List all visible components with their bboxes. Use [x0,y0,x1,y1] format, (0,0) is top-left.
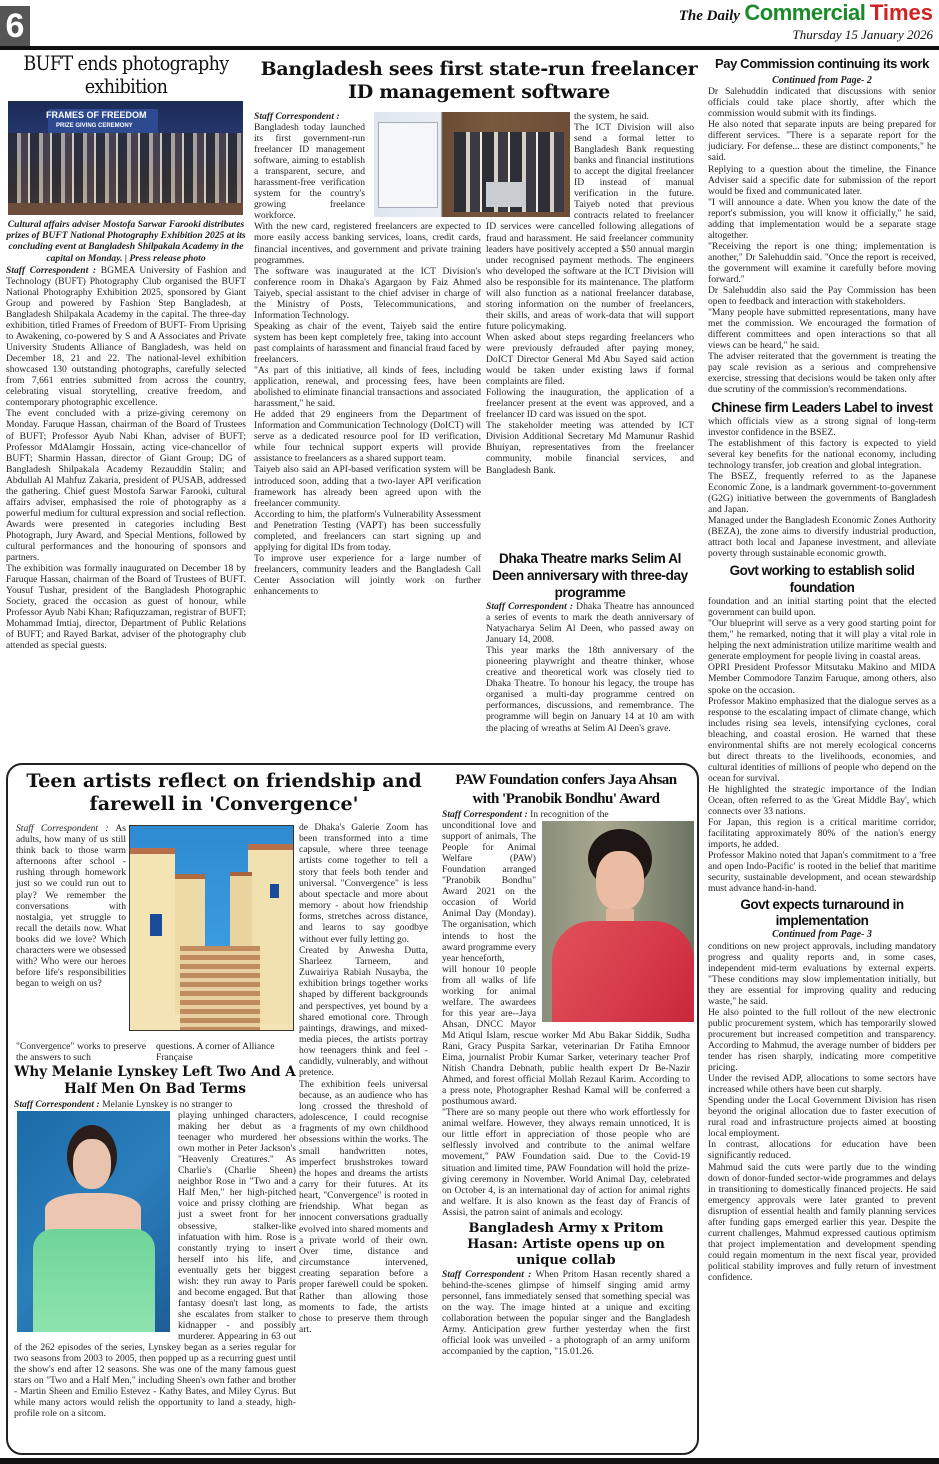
article-melanie [14,1064,296,1419]
convergence-col2 [299,822,428,1335]
headline: PAW Foundation confers Jaya Ahsan with 'Pranobik Bondhu' Award [455,772,677,807]
article-dhaka-theatre [486,550,694,734]
paragraph: Taiyeb also said an API-based verification system will be introduced soon, adding that a two-layer API verification framework has already been agreed upon with the freelancer community. [254,464,481,509]
painting-alley [129,825,294,1031]
byline: Staff Correspondent : [442,809,528,820]
paragraph: Speaking as chair of the event, Taiyeb said the entire system has been kept completely free, taking into account past complaints of harassment and financial fraud faced by freelancers. [254,320,481,365]
paragraph: Awards were presented in categories including Best Photograph, Jury Award, and Special Mentions, followed by cultural performances and the honouring of sponsors and partners. [6,518,246,564]
paragraph: conditions on new project approvals, including mandatory progress and quality reports and, in some cases, independent mid-term evaluations by external experts. "These conditions may slow implementation initially, but they are essential for improving quality and reducing waste," he said. [708,940,936,1007]
paragraph: Under the revised ADP, allocations to some sectors have increased while others have been cut sharply. [708,1073,936,1096]
photo-caption: Cultural affairs adviser Mostofa Sarwar Farooki distributes prizes of BUFT National Photography Exhibition 2025 at its concluding event at Bangladesh Shilpakala Academy in the capital on Monday. | Press release photo [6,219,246,264]
masthead-times: Times [869,0,933,25]
continued-label: Continued from Page- 3 [772,929,872,941]
headline-chinese-firm: Chinese firm Leaders Label to invest [711,399,933,415]
paragraph: This year marks the 18th anniversary of the pioneering playwright and theatre thinker, whose creative and theoretical work was closely tied to Dhaka Theatre. To honour his legacy, the troupe has organised a multi-day programme centred on performances, discussions, and remembrance. The programme will begin on January 14 at 10 am with the placing of wreaths at Selim Al Deen's grave. [486,645,694,734]
paragraph: "Receiving the report is one thing; implementation is another," Dr Salehuddin said. "Once the report is received, the government will examine it carefully before moving forward." [708,240,936,285]
photo-jaya-ahsan [542,821,694,1022]
right-column [708,55,936,1283]
paragraph: Created by Anwesha Dutta, Sharleez Tarneem, and Zuwairiya Rabiah Nusayba, the exhibition brings together works shaped by different backgrounds and perspectives, yet bound by a shared emotional core. Through paintings, drawings, and mixed-media pieces, the artists portray how teenagers think and feel - candidly, vulnerably, and without pretence. [299,944,428,1079]
paragraph: The exhibition feels universal because, as an audience who has long crossed the threshold of adolescence, I could recognise fragments of my own childhood obsessions within the works. The small handwritten notes, imperfect brushstrokes toward the hopes and dreams the artists carry for their futures. At its heart, "Convergence" is rooted in friendship. What began as innocent conversations gradually evolved into shared moments and a private world of their own. Over time, distance and circumstance intervened, creating separation before a proper farewell could be spoken. Rather than allowing those moments to fade, the artists chose to preserve them through art. [299,1078,428,1336]
paragraph: foundation and an initial starting point that the elected government can build upon. [708,596,936,619]
paragraph: In recognition of the [530,809,609,820]
headline: Why Melanie Lynskey Left Two And A Half Men On Bad Terms [14,1064,296,1097]
paragraph: "Our blueprint will serve as a very good starting point for them," he remarked, noting that it will play a vital role in helping the next administration utilize maritime wealth and generate employment for people living in coastal areas. [708,618,936,663]
paragraph: He highlighted the strategic importance of the Indian Ocean, often referred to as the 'Great Middle Bay', which connects over 33 nations. [708,783,936,818]
headline-pay-commission: Pay Commission continuing its work [715,56,929,71]
paragraph: The BSEZ, frequently referred to as the Japanese Economic Zone, is a landmark government-to-government (G2G) initiative between the governments of Bangladesh and Japan. [708,470,936,515]
byline: Staff Correspondent : [486,601,574,612]
paragraph: When asked about steps regarding freelancers who were previously defrauded after paying money, DoICT Director General Md Abu Sayed said action would be taken under existing laws if formal complaints are filed. [486,331,694,388]
paragraph: With the new card, registered freelancers are expected to more easily access banking services, loans, credit cards, financial incentives, and government and private training programmes. [254,221,481,266]
article-paw [442,771,690,1357]
header-rule [0,46,939,50]
byline: Staff Correspondent : [6,264,97,276]
paragraph: Dr Salehuddin also said the Pay Commission has been open to feedback and interaction with stakeholders. [708,285,936,308]
paragraph: unconditional love and support of animals, The People for Animal Welfare (PAW) Foundation arranged "Pranobik Bondhu" Award 2021 on the occasion of World Animal Day (Monday). The organisation, which intends to host the award programme every year henceforth, [442,820,536,964]
headline-govt-foundation: Govt working to establish solid foundation [729,563,915,596]
photo-prize-giving [8,101,243,215]
paragraph: The establishment of this factory is expected to yield several key benefits for the national economy, including technology transfer, job creation and global integration. [708,437,936,471]
paragraph: Professor Makino noted that Japan's commitment to a 'free and open Indo-Pacific' is rooted in the belief that maritime security, sustainable development, and ocean stewardship must advance hand-in-hand. [708,850,936,895]
freelancer-col2 [486,111,694,576]
byline: Staff Correspondent : [16,823,109,834]
paragraph: "As part of this initiative, all kinds of fees, including application, renewal, and processing fees, have been abolished to eliminate financial transactions and associated harassment," he said. [254,365,481,410]
paragraph: will honour 10 people from all walks of life working for animal welfare. The awardees for this year are--Jaya Ahsan, DNCC Mayor Md Atiqul Islam, rescue worker Md Abu Bakar Siddik, Sudha Rani, Gracy Puspita Sarkar, veterinarian Dr Fatiha Emnoor Eima, journalist Probir Kumar Sarker, veterinary teacher Prof Nitish Chandra Debnath, public health expert Dr Be-Nazir Ahmed, and forest official Mollah Rezaul Karim. According to a press note, Photographer Reshad Kamal will be conferred a posthumous award. [442,963,690,1108]
photo-banner-sub: PRIZE GIVING CEREMONY [56,123,133,129]
paragraph: He also noted that separate inputs are being prepared for different services. "There is a separate report for the judiciary. For defense... these are distinct components," he said. [708,119,936,164]
article-buft [6,52,246,651]
paragraph: "Many people have submitted representations, many have met the commission. We encouraged the formation of different committees and open interactions so that all views can be heard," he said. [708,307,936,352]
convergence-intro [16,823,126,989]
masthead-title [679,0,933,26]
paragraph: Replying to a question about the timeline, the Finance Adviser said a specific date for submission of the report would be fixed and communicated later. [708,163,936,197]
article-freelancer [254,58,704,104]
freelancer-intro-wrap [254,111,369,122]
freelancer-col1 [254,122,481,762]
paragraph: He added that 29 engineers from the Department of Information and Communication Technology (DoICT) will serve as a dedicated resource pool for ID verification, while four technical support experts will provide assistance to freelancers as a shared support team. [254,409,481,465]
paragraph: The event concluded with a prize-giving ceremony on Monday. Faruque Hassan, chairman of the Board of Trustees of BUFT; Professor Ayub Nabi Khan, adviser of BUFT; Professor MdAlamgir Hossain, acting vice-chancellor of BUFT; Sharmin Hassan, director of Giant Group; DG of Bangladesh Shilpakala Academy Rezauddin Stalin; and Abdullah Al Mahfuz Zakaria, president of PUSAB, addressed the gathering. Chief guest Mostofa Sarwar Farooki, cultural affairs adviser, emphasised the role of photography as a powerful medium for cultural expression and social reflection. [6,408,246,519]
paragraph: The ICT Division will also send a formal letter to Bangladesh Bank requesting banks and financial institutions to accept the digital freelancer ID instead of manual verification in the future. Taiyeb noted that previous contracts related to freelancer ID services were cancelled following allegations of fraud and harassment. He said freelancer community leaders have positively accepted a $50 annual margin under recognised payment methods. The engineers who developed the software at the ICT Division will also be responsible for its maintenance. The platform will also function as a national freelancer database, storing information on the number of freelancers, their skills, and areas of work-data that will support future policymaking. [486,122,694,332]
paragraph: To improve user experience for a large number of freelancers, community leaders and the Bangladesh Call Center Association will jointly work on further enhancements to [254,552,481,597]
paragraph: The adviser reiterated that the government is treating the pay scale revision as a serious and comprehensive exercise, stressing that decisions would be taken only after due scrutiny of the commission's recommendations. [708,351,936,396]
byline: Staff Correspondent : [442,1268,532,1280]
headline-govt-turnaround: Govt expects turnaround in implementation [740,897,904,929]
headline-army: Bangladesh Army x Pritom Hasan: Artiste opens up on unique collab [467,1220,665,1268]
paragraph: When Pritom Hasan recently shared a behind-the-scenes glimpse of himself singing amid army personnel, fans immediately sensed that something special was on the way. The image hinted at a unique and exciting collaboration between the popular singer and the Bangladesh Army. Anticipation grew further yesterday when the first official look was unveiled - a photograph of an army uniform accompanied by the caption, "15.01.26. [442,1268,690,1358]
paragraph: He also pointed to the full rollout of the new electronic public procurement system, which has temporarily slowed procurement but increased competition and transparency. According to Mahmud, the average number of bidders per tender has risen sharply, indicating more competitive pricing. [708,1006,936,1074]
paragraph: the system, he said. [574,111,649,122]
paragraph: Mahmud said the cuts were partly due to the winding down of donor-funded sector-wide programmes and delays in transitioning to domestically financed projects. He said emergency approvals were later granted to prevent disruption of essential health and family planning services after funding gaps emerged earlier this year. Despite the current challenges, Mahmud expressed cautious optimism that project implementation and development spending could regain momentum in the next fiscal year, provided political stability improves and fully return of investment confidence. [708,1161,936,1283]
headline: Teen artists reflect on friendship and farewell in 'Convergence' [26,770,422,815]
article-convergence [14,770,434,816]
paragraph: playing unhinged characters, making her debut as a teenager who murdered her own mother in Peter Jackson's "Heavenly Creatures." As Charlie's (Charlie Sheen) neighbor Rose in "Two and a Half Men," her high-pitched voice and prissy clothing are just a sweet front for her obsessive, stalker-like infatuation with him. Rose is constantly trying to insert herself into his life, and eventually gets her biggest wish: they run away to Paris and become engaged. But that fantasy doesn't last long, as she escalates from stalker to kidnapper - and possibly murderer. Appearing in 63 out of the 262 episodes of the series, Lynskey began as a series regular for two seasons from 2003 to 2005, then popped up as a recurring guest until the show's end after 12 seasons. She was one of the many famous guest stars on "Two and a Half Men," including Sheen's own father and brother - Martin Sheen and Emilio Estevez - Kathy Bates, and Miley Cyrus. But while many actors would relish the opportunity to land a steady, high-profile role on a sitcom. [14,1110,296,1420]
convergence-continued-left: "Convergence" works to preserve the answers to such [16,1041,146,1064]
paragraph: As adults, how many of us still think back to those warm afternoons after school - rushing through homework just so we could run out to play? We remember the conversations with nostalgia, yet struggle to recall the details now. What books did we love? Which characters were we obsessed with? Who were our heroes before life's responsibilities began to weigh on us? [16,823,127,990]
page-number-badge: 6 [0,6,30,46]
paragraph: For Japan, this region is a critical maritime corridor, facilitating approximately 80% of the nation's energy imports, he added. [708,817,936,851]
paragraph: BGMEA University of Fashion and Technology (BUFT) Photography Club organised the BUFT National Photography Exhibition 2025, sponsored by Giant Group and powered by Fashion Step Bangladesh, at Bangladesh Shilpakala Academy in the capital. The three-day exhibition, titled Frames of Freedom of BUFT- From Uprising to Awakening, co-powered by S and A Associates and Private University Students Alliance of Bangladesh, was held on December 18, 21 and 22. The national-level exhibition showcased 130 outstanding photographs, carefully selected from 7,661 entries submitted from across the country, celebrating visual storytelling, creative freedom, and contemporary photographic excellence. [6,264,246,409]
paragraph: Dhaka Theatre has announced a series of events to mark the death anniversary of Natyacharya Selim Al Deen, who passed away on January 14, 2008. [486,601,694,646]
paragraph: In contrast, allocations for education have been significantly reduced. [708,1139,936,1162]
masthead-daily: The Daily [678,8,740,24]
continued-label: Continued from Page- 2 [772,75,872,86]
paragraph: Professor Makino emphasized that the dialogue serves as a response to the escalating impact of climate change, which includes rising sea levels, intensifying cyclones, coral bleaching, and coastal erosion. He warned that these environmental shifts are not merely ecological concerns but direct threats to the livelihoods, economies, and cultural identities of millions of people who depend on the ocean for survival. [708,695,936,784]
byline: Staff Correspondent : [14,1099,100,1110]
paragraph: Following the inauguration, the application of a freelancer present at the event was approved, and a freelancer ID card was issued on the spot. [486,387,694,421]
headline: Dhaka Theatre marks Selim Al Deen anniversary with three-day programme [492,551,688,600]
paragraph: The exhibition was formally inaugurated on December 18 by Faruque Hassan, chairman of the Board of Trustees of BUFT. Yousuf Tushar, president of the Bangladesh Photographic Society, graced the occasion as guest of honour, while Professor Ayub Nabi Khan; Rafiquzzaman, registrar of BUFT; Mohammad Imtiaj, director, Department of Public Relations of BUFT; and Rayed Barkat, adviser of the photography club attended as special guests. [6,563,246,652]
photo-melanie-lynskey [17,1111,170,1332]
convergence-continued-right: questions. A corner of Alliance Française [156,1041,275,1064]
paragraph: Dr Salehuddin indicated that discussions with senior officials could take place shortly, after which the commission would submit with its findings. [708,86,936,120]
byline: Staff Correspondent : [254,111,340,122]
paragraph: The software was inaugurated at the ICT Division's conference room in Dhaka's Agargaon by Faiz Ahmed Taiyeb, special assistant to the chief adviser in charge of the Ministry of Posts, Telecommunications, and Information Technology. [254,265,481,321]
paragraph: de Dhaka's Galerie Zoom has been transformed into a time capsule, where three teenage artists come together to tell a story that feels both tender and universal. "Convergence" is less about spectacle and more about memory - about how friendship forms, stretches across distance, and learns to say goodbye without ever fully letting go. [299,822,428,945]
paragraph: Melanie Lynskey is no stranger to [102,1099,233,1110]
paragraph: The stakeholder meeting was attended by ICT Division Additional Secretary Md Mamunur Rashid Bhuiyan, representatives from the freelancer community, mobile financial services, and Bangladesh Bank. [486,420,694,476]
paragraph: which officials view as a strong signal of long-term investor confidence in the BSEZ. [708,415,936,438]
headline: BUFT ends photography exhibition [23,52,229,98]
footer-rule [0,1458,939,1464]
paragraph: "There are so many people out there who work effortlessly for animal welfare. However, they always remain unnoticed, It is our little effort in appreciation of those people who are selflessly involved and contribute to the animal welfare movement," PAW Foundation said. Due to the Covid-19 situation and limited time, PAW Foundation will hold the prize-giving ceremony in November. World Animal Day, celebrated on October 4, is an international day of action for animal rights and welfare. It is also known as the feast day of Francis of Assisi, the patron saint of animals and ecology. [442,1107,690,1218]
photo-banner-text: FRAMES OF FREEDOM [46,110,147,120]
headline: Bangladesh sees first state-run freelancer ID management software [260,58,698,103]
masthead-commercial: Commercial [744,0,866,25]
masthead [679,0,933,43]
paragraph: Managed under the Bangladesh Economic Zones Authority (BEZA), the zone aims to diversify industrial production, attract both local and Japanese investment, and alleviate poverty through sustainable economic growth. [708,514,936,560]
paragraph: Bangladesh today launched its first government-run freelancer ID management software, aiming to establish a transparent, secure, and harassment-free verification system for the country's growing freelance workforce. [254,122,365,222]
paragraph: Spending under the Local Government Division has risen beyond the original allocation due to faster execution of rural road and infrastructure projects aimed at boosting local employment. [708,1095,936,1140]
paragraph: According to him, the platform's Vulnerability Assessment and Penetration Testing (VAPT) has been successfully completed, and freelancers can start signing up and applying for digital IDs from today. [254,508,481,553]
paragraph: OPRI President Professor Mitsutaku Makino and MIDA Member Commodore Tanzim Faruque, among others, also spoke on the occasion. [708,662,936,696]
issue-date: Thursday 15 January 2026 [792,27,933,42]
paragraph: "I will announce a date. When you know the date of the report's submission, you will know it officially," he said, adding that implementation would be a separate stage altogether. [708,196,936,241]
